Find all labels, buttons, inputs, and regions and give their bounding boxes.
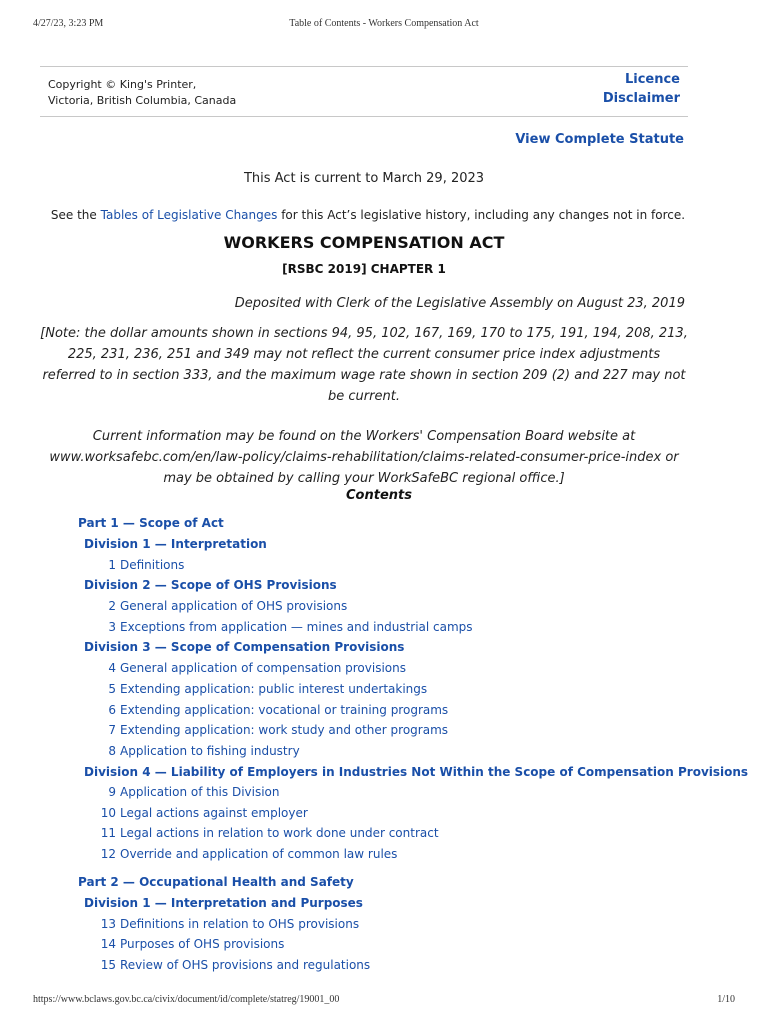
see-the-prefix: See the [50, 208, 101, 222]
section-number: 5 [108, 682, 116, 696]
see-the-suffix: for this Act’s legislative history, including any changes not in force. [277, 208, 686, 222]
toc-section-9[interactable] [60, 785, 280, 799]
section-title: Override and application of common law rules [120, 847, 398, 861]
section-title: Extending application: work study and other programs [120, 723, 449, 737]
note-paragraph-2: Current information may be found on the Workers' Compensation Board website at www.worksafebc.com/en/law-policy/claims-rehabilitation/claims-related-consumer-price-index or may be obtained by calling your WorkSafeBC regional office.] [49, 429, 679, 486]
toc-part1-division-3[interactable]: Division 3 — Scope of Compensation Provisions [84, 640, 405, 654]
toc-section-4[interactable] [60, 661, 406, 675]
print-datetime: 4/27/23, 3:23 PM [33, 18, 104, 29]
section-title: General application of compensation provisions [120, 661, 406, 675]
toc-part1-division-4[interactable]: Division 4 — Liability of Employers in Industries Not Within the Scope of Compensation Provisions [84, 765, 749, 779]
toc-section-1[interactable] [60, 558, 184, 572]
toc-section-10[interactable] [60, 806, 308, 820]
section-number: 10 [100, 806, 116, 820]
copyright-line-2: Victoria, British Columbia, Canada [48, 94, 237, 107]
toc-part-2[interactable]: Part 2 — Occupational Health and Safety [78, 875, 354, 889]
section-title: Legal actions in relation to work done under contract [120, 826, 439, 840]
section-number: 7 [108, 723, 116, 737]
section-number: 4 [108, 661, 116, 675]
section-title: Definitions [120, 558, 185, 572]
section-title: Review of OHS provisions and regulations [120, 958, 371, 972]
act-title: WORKERS COMPENSATION ACT [223, 233, 505, 252]
section-number: 14 [100, 937, 116, 951]
toc-section-14[interactable] [60, 937, 284, 951]
section-number: 8 [108, 744, 116, 758]
section-title: Extending application: public interest undertakings [120, 682, 428, 696]
print-page-title: Table of Contents - Workers Compensation Act [289, 18, 479, 29]
section-number: 11 [100, 826, 116, 840]
note-paragraph-1: [Note: the dollar amounts shown in sections 94, 95, 102, 167, 169, 170 to 175, 191, 194, 208, 213, 225, 231, 236, 251 and 349 may not reflect the current consumer price index adjustments referred to in section 333, and the maximum wage rate shown in section 209 (2) and 227 may not be current. [40, 326, 688, 404]
toc-part1-division-1[interactable]: Division 1 — Interpretation [84, 537, 267, 551]
copyright-line-1: Copyright © King's Printer, [48, 78, 197, 91]
section-number: 15 [100, 958, 116, 972]
section-title: Legal actions against employer [120, 806, 308, 820]
toc-section-3[interactable] [60, 620, 473, 634]
toc-part2-division-1[interactable]: Division 1 — Interpretation and Purposes [84, 896, 363, 910]
toc-part-1[interactable]: Part 1 — Scope of Act [78, 516, 224, 530]
toc-section-11[interactable] [60, 826, 439, 840]
section-number: 12 [100, 847, 116, 861]
deposited-notice: Deposited with Clerk of the Legislative Assembly on August 23, 2019 [234, 296, 685, 311]
section-title: Extending application: vocational or training programs [120, 703, 449, 717]
toc-section-6[interactable] [60, 703, 448, 717]
view-complete-statute-link[interactable]: View Complete Statute [515, 132, 684, 147]
contents-heading: Contents [346, 488, 412, 503]
toc-part1-division-2[interactable]: Division 2 — Scope of OHS Provisions [84, 578, 337, 592]
print-footer [0, 994, 768, 1008]
disclaimer-link[interactable]: Disclaimer [602, 91, 680, 106]
currency-notice: This Act is current to March 29, 2023 [243, 171, 485, 186]
chapter-citation: [RSBC 2019] CHAPTER 1 [282, 262, 446, 276]
section-title: Purposes of OHS provisions [120, 937, 285, 951]
section-number: 3 [108, 620, 116, 634]
section-title: Definitions in relation to OHS provisions [120, 917, 360, 931]
print-page-number: 1/10 [717, 994, 735, 1005]
toc-section-8[interactable] [60, 744, 300, 758]
toc-section-2[interactable] [60, 599, 347, 613]
toc-section-7[interactable] [60, 723, 448, 737]
section-title: Exceptions from application — mines and industrial camps [120, 620, 473, 634]
licence-link[interactable]: Licence [624, 72, 680, 87]
print-url: https://www.bclaws.gov.bc.ca/civix/document/id/complete/statreg/19001_00 [33, 994, 340, 1005]
section-title: General application of OHS provisions [120, 599, 348, 613]
toc-section-15[interactable] [60, 958, 370, 972]
section-title: Application to fishing industry [120, 744, 300, 758]
section-number: 9 [108, 785, 116, 799]
section-title: Application of this Division [120, 785, 280, 799]
toc-section-12[interactable] [60, 847, 397, 861]
toc-section-13[interactable] [60, 917, 359, 931]
section-number: 1 [108, 558, 116, 572]
tables-of-legislative-changes-link[interactable]: Tables of Legislative Changes [100, 208, 278, 222]
toc-section-5[interactable] [60, 682, 427, 696]
section-number: 6 [108, 703, 116, 717]
section-number: 2 [108, 599, 116, 613]
section-number: 13 [100, 917, 116, 931]
